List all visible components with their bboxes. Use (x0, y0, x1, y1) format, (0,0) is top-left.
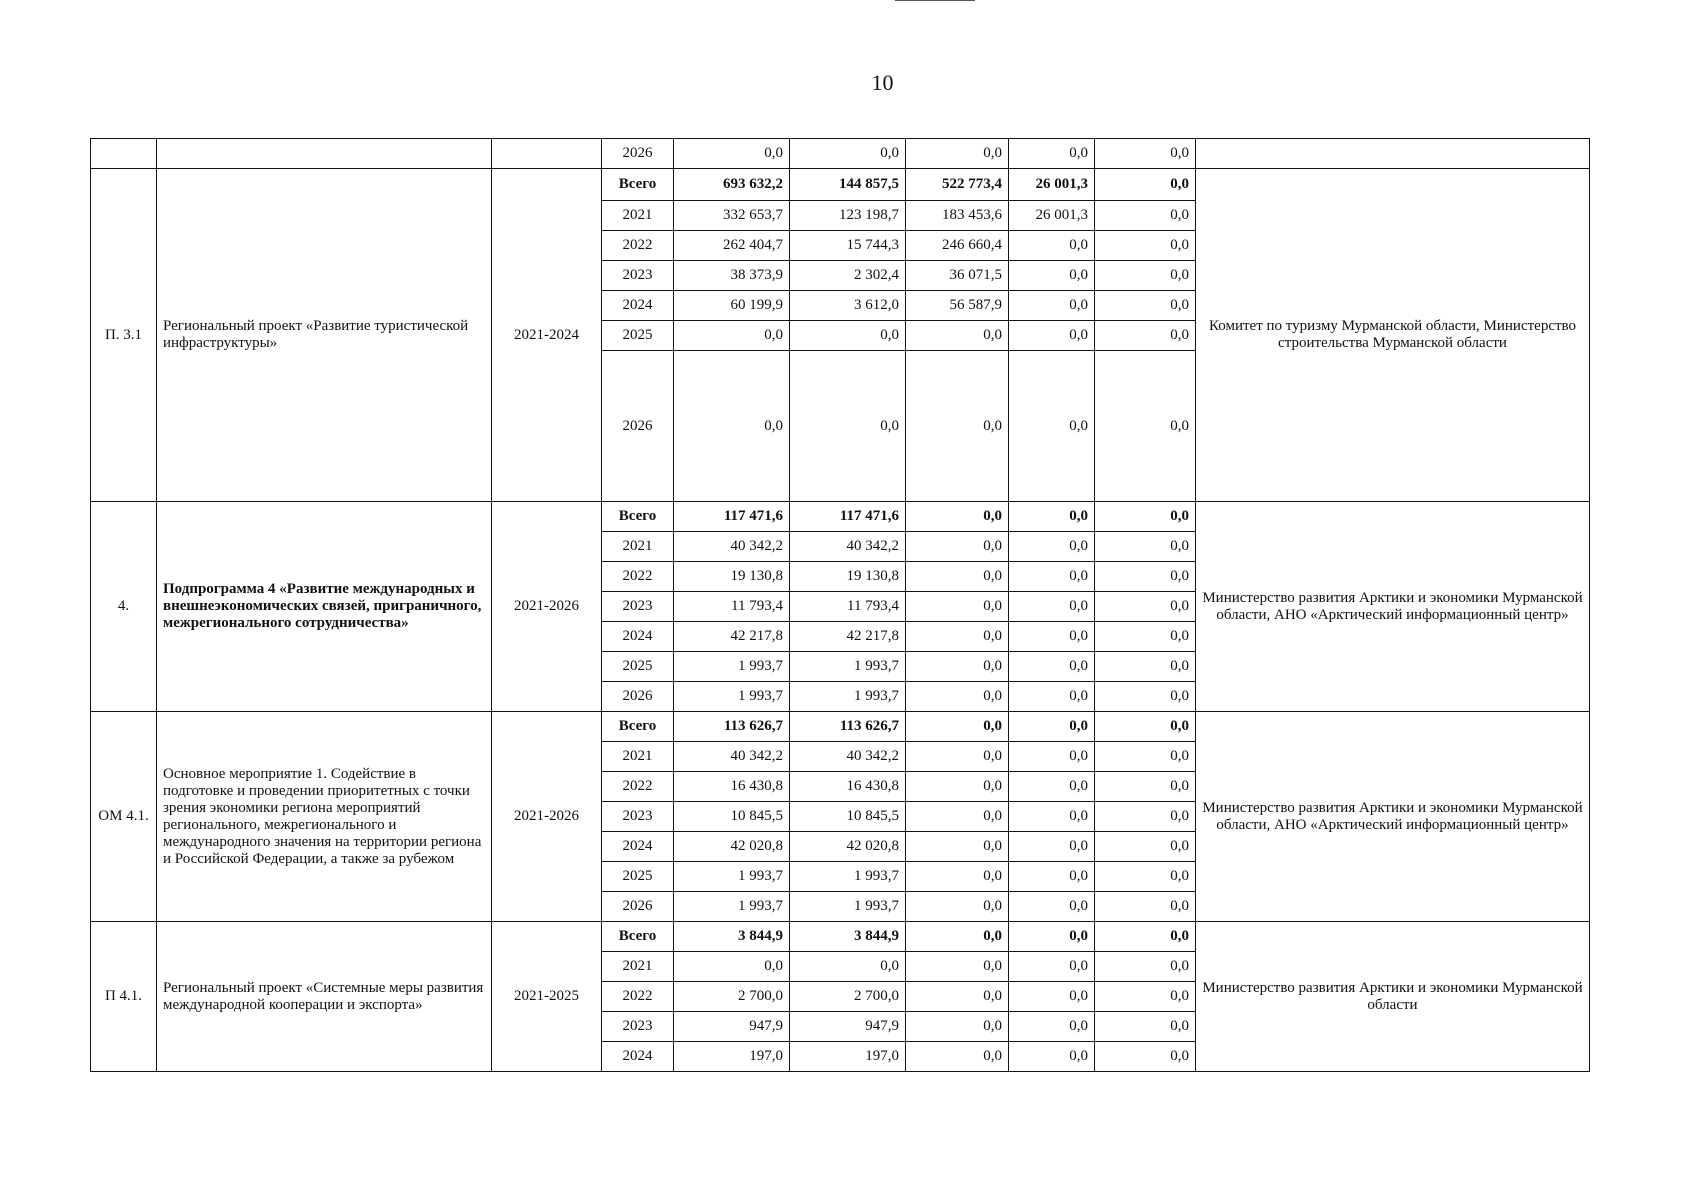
value-cell: 0,0 (1095, 802, 1196, 832)
value-cell: 0,0 (1095, 1042, 1196, 1072)
value-cell: 38 373,9 (674, 261, 790, 291)
year-cell: 2023 (602, 802, 674, 832)
value-cell: 0,0 (906, 832, 1009, 862)
value-cell: 0,0 (1095, 231, 1196, 261)
value-cell: 42 217,8 (674, 622, 790, 652)
value-cell: 197,0 (790, 1042, 906, 1072)
value-cell: 0,0 (1095, 532, 1196, 562)
year-cell: 2022 (602, 772, 674, 802)
executor-cell: Министерство развития Арктики и экономики Мурманской области (1196, 922, 1590, 1072)
value-cell: 0,0 (1095, 321, 1196, 351)
period-cell: 2021-2025 (492, 922, 602, 1072)
value-cell: 2 302,4 (790, 261, 906, 291)
year-cell: 2025 (602, 321, 674, 351)
year-cell: 2021 (602, 742, 674, 772)
value-cell: 0,0 (1095, 862, 1196, 892)
value-cell: 0,0 (790, 321, 906, 351)
value-cell: 0,0 (906, 682, 1009, 712)
value-cell: 197,0 (674, 1042, 790, 1072)
year-cell: 2025 (602, 652, 674, 682)
value-cell: 0,0 (906, 652, 1009, 682)
value-cell: 0,0 (674, 321, 790, 351)
value-cell: 0,0 (1009, 892, 1095, 922)
value-cell: 0,0 (1009, 562, 1095, 592)
table-row (91, 922, 1590, 952)
value-cell: 16 430,8 (790, 772, 906, 802)
value-cell: 40 342,2 (674, 742, 790, 772)
value-cell: 0,0 (1095, 291, 1196, 321)
budget-table-body (91, 139, 1590, 1072)
value-cell: 0,0 (1009, 291, 1095, 321)
value-cell: 0,0 (1009, 532, 1095, 562)
executor-cell: Министерство развития Арктики и экономики Мурманской области, АНО «Арктический информационный центр» (1196, 502, 1590, 712)
value-cell: 10 845,5 (674, 802, 790, 832)
value-cell: 123 198,7 (790, 201, 906, 231)
year-cell: 2023 (602, 1012, 674, 1042)
value-cell: 0,0 (906, 772, 1009, 802)
year-cell: Всего (602, 712, 674, 742)
value-cell: 0,0 (1009, 682, 1095, 712)
value-cell: 1 993,7 (790, 862, 906, 892)
value-cell: 262 404,7 (674, 231, 790, 261)
value-cell: 40 342,2 (790, 742, 906, 772)
period-cell: 2021-2026 (492, 502, 602, 712)
value-cell: 144 857,5 (790, 169, 906, 201)
value-cell: 3 612,0 (790, 291, 906, 321)
year-cell: 2024 (602, 622, 674, 652)
value-cell: 0,0 (906, 622, 1009, 652)
value-cell: 0,0 (906, 592, 1009, 622)
value-cell: 1 993,7 (790, 682, 906, 712)
code-cell: ОМ 4.1. (91, 712, 157, 922)
value-cell: 0,0 (1095, 562, 1196, 592)
budget-table (90, 138, 1590, 1072)
value-cell: 0,0 (1009, 652, 1095, 682)
value-cell: 0,0 (1095, 772, 1196, 802)
value-cell: 42 020,8 (674, 832, 790, 862)
value-cell: 0,0 (906, 862, 1009, 892)
value-cell: 0,0 (674, 351, 790, 502)
value-cell: 0,0 (1095, 922, 1196, 952)
value-cell: 0,0 (906, 1042, 1009, 1072)
value-cell: 0,0 (1009, 802, 1095, 832)
value-cell: 11 793,4 (674, 592, 790, 622)
value-cell: 0,0 (1095, 201, 1196, 231)
year-cell: 2026 (602, 139, 674, 169)
period-cell: 2021-2024 (492, 169, 602, 502)
value-cell: 0,0 (906, 922, 1009, 952)
name-cell (157, 139, 492, 169)
value-cell: 0,0 (1095, 139, 1196, 169)
value-cell: 0,0 (1009, 231, 1095, 261)
value-cell: 42 217,8 (790, 622, 906, 652)
value-cell: 0,0 (1009, 922, 1095, 952)
value-cell: 0,0 (906, 532, 1009, 562)
value-cell: 0,0 (1095, 982, 1196, 1012)
value-cell: 0,0 (1009, 742, 1095, 772)
value-cell: 0,0 (906, 1012, 1009, 1042)
value-cell: 0,0 (906, 802, 1009, 832)
value-cell: 0,0 (1009, 982, 1095, 1012)
name-cell: Региональный проект «Развитие туристической инфраструктуры» (157, 169, 492, 502)
value-cell: 0,0 (906, 139, 1009, 169)
year-cell: Всего (602, 502, 674, 532)
value-cell: 0,0 (1095, 892, 1196, 922)
code-cell: П. 3.1 (91, 169, 157, 502)
period-cell: 2021-2026 (492, 712, 602, 922)
value-cell: 0,0 (1095, 682, 1196, 712)
year-cell: 2022 (602, 231, 674, 261)
value-cell: 3 844,9 (790, 922, 906, 952)
value-cell: 42 020,8 (790, 832, 906, 862)
value-cell: 1 993,7 (674, 682, 790, 712)
value-cell: 60 199,9 (674, 291, 790, 321)
value-cell: 113 626,7 (790, 712, 906, 742)
table-row (91, 712, 1590, 742)
value-cell: 522 773,4 (906, 169, 1009, 201)
value-cell: 0,0 (906, 742, 1009, 772)
year-cell: Всего (602, 922, 674, 952)
value-cell: 0,0 (1095, 592, 1196, 622)
value-cell: 1 993,7 (674, 892, 790, 922)
value-cell: 117 471,6 (674, 502, 790, 532)
year-cell: 2026 (602, 351, 674, 502)
value-cell: 0,0 (1009, 592, 1095, 622)
value-cell: 0,0 (1095, 1012, 1196, 1042)
executor-cell (1196, 139, 1590, 169)
value-cell: 183 453,6 (906, 201, 1009, 231)
value-cell: 56 587,9 (906, 291, 1009, 321)
value-cell: 0,0 (1009, 139, 1095, 169)
value-cell: 0,0 (1095, 622, 1196, 652)
value-cell: 0,0 (790, 351, 906, 502)
period-cell (492, 139, 602, 169)
value-cell: 0,0 (1009, 261, 1095, 291)
value-cell: 0,0 (1009, 321, 1095, 351)
value-cell: 36 071,5 (906, 261, 1009, 291)
name-cell: Подпрограмма 4 «Развитие международных и внешнеэкономических связей, приграничного, межрегионального сотрудничества» (157, 502, 492, 712)
value-cell: 40 342,2 (790, 532, 906, 562)
year-cell: 2023 (602, 261, 674, 291)
value-cell: 0,0 (1009, 622, 1095, 652)
value-cell: 113 626,7 (674, 712, 790, 742)
value-cell: 11 793,4 (790, 592, 906, 622)
value-cell: 947,9 (674, 1012, 790, 1042)
value-cell: 0,0 (906, 952, 1009, 982)
executor-cell: Комитет по туризму Мурманской области, Министерство строительства Мурманской области (1196, 169, 1590, 502)
year-cell: 2024 (602, 291, 674, 321)
value-cell: 0,0 (1009, 952, 1095, 982)
name-cell: Региональный проект «Системные меры развития международной кооперации и экспорта» (157, 922, 492, 1072)
value-cell: 0,0 (906, 562, 1009, 592)
value-cell: 0,0 (1009, 832, 1095, 862)
code-cell: П 4.1. (91, 922, 157, 1072)
year-cell: 2022 (602, 562, 674, 592)
year-cell: 2025 (602, 862, 674, 892)
code-cell: 4. (91, 502, 157, 712)
value-cell: 0,0 (790, 139, 906, 169)
value-cell: 16 430,8 (674, 772, 790, 802)
value-cell: 246 660,4 (906, 231, 1009, 261)
value-cell: 26 001,3 (1009, 169, 1095, 201)
value-cell: 0,0 (1095, 952, 1196, 982)
value-cell: 0,0 (1009, 502, 1095, 532)
executor-cell: Министерство развития Арктики и экономики Мурманской области, АНО «Арктический информационный центр» (1196, 712, 1590, 922)
value-cell: 2 700,0 (790, 982, 906, 1012)
value-cell: 1 993,7 (790, 652, 906, 682)
value-cell: 0,0 (1095, 351, 1196, 502)
value-cell: 0,0 (1009, 772, 1095, 802)
value-cell: 0,0 (1009, 351, 1095, 502)
value-cell: 3 844,9 (674, 922, 790, 952)
year-cell: 2026 (602, 682, 674, 712)
year-cell: 2022 (602, 982, 674, 1012)
code-cell (91, 139, 157, 169)
table-row (91, 502, 1590, 532)
value-cell: 332 653,7 (674, 201, 790, 231)
year-cell: 2021 (602, 201, 674, 231)
value-cell: 19 130,8 (674, 562, 790, 592)
value-cell: 0,0 (906, 351, 1009, 502)
value-cell: 0,0 (790, 952, 906, 982)
value-cell: 0,0 (906, 892, 1009, 922)
year-cell: 2024 (602, 832, 674, 862)
value-cell: 0,0 (1095, 652, 1196, 682)
value-cell: 117 471,6 (790, 502, 906, 532)
value-cell: 0,0 (1095, 261, 1196, 291)
year-cell: 2026 (602, 892, 674, 922)
value-cell: 0,0 (674, 139, 790, 169)
top-rule (895, 0, 975, 1)
value-cell: 1 993,7 (674, 862, 790, 892)
name-cell: Основное мероприятие 1. Содействие в подготовке и проведении приоритетных с точки зрения экономики региона мероприятий регионального, межрегионального и международного значения на территории региона и Российской Федерации, а также за рубежом (157, 712, 492, 922)
value-cell: 0,0 (1095, 742, 1196, 772)
value-cell: 0,0 (1009, 1042, 1095, 1072)
value-cell: 0,0 (906, 712, 1009, 742)
value-cell: 947,9 (790, 1012, 906, 1042)
value-cell: 15 744,3 (790, 231, 906, 261)
value-cell: 19 130,8 (790, 562, 906, 592)
value-cell: 10 845,5 (790, 802, 906, 832)
page-number: 10 (871, 70, 894, 95)
year-cell: 2021 (602, 532, 674, 562)
value-cell: 1 993,7 (790, 892, 906, 922)
value-cell: 0,0 (1009, 862, 1095, 892)
value-cell: 0,0 (1095, 169, 1196, 201)
year-cell: Всего (602, 169, 674, 201)
value-cell: 1 993,7 (674, 652, 790, 682)
value-cell: 0,0 (1095, 832, 1196, 862)
value-cell: 26 001,3 (1009, 201, 1095, 231)
value-cell: 0,0 (1095, 712, 1196, 742)
value-cell: 2 700,0 (674, 982, 790, 1012)
year-cell: 2024 (602, 1042, 674, 1072)
year-cell: 2023 (602, 592, 674, 622)
value-cell: 0,0 (1009, 712, 1095, 742)
year-cell: 2021 (602, 952, 674, 982)
value-cell: 693 632,2 (674, 169, 790, 201)
value-cell: 40 342,2 (674, 532, 790, 562)
value-cell: 0,0 (1095, 502, 1196, 532)
table-row (91, 169, 1590, 201)
value-cell: 0,0 (1009, 1012, 1095, 1042)
value-cell: 0,0 (906, 321, 1009, 351)
value-cell: 0,0 (906, 982, 1009, 1012)
value-cell: 0,0 (906, 502, 1009, 532)
value-cell: 0,0 (674, 952, 790, 982)
table-row (91, 139, 1590, 169)
